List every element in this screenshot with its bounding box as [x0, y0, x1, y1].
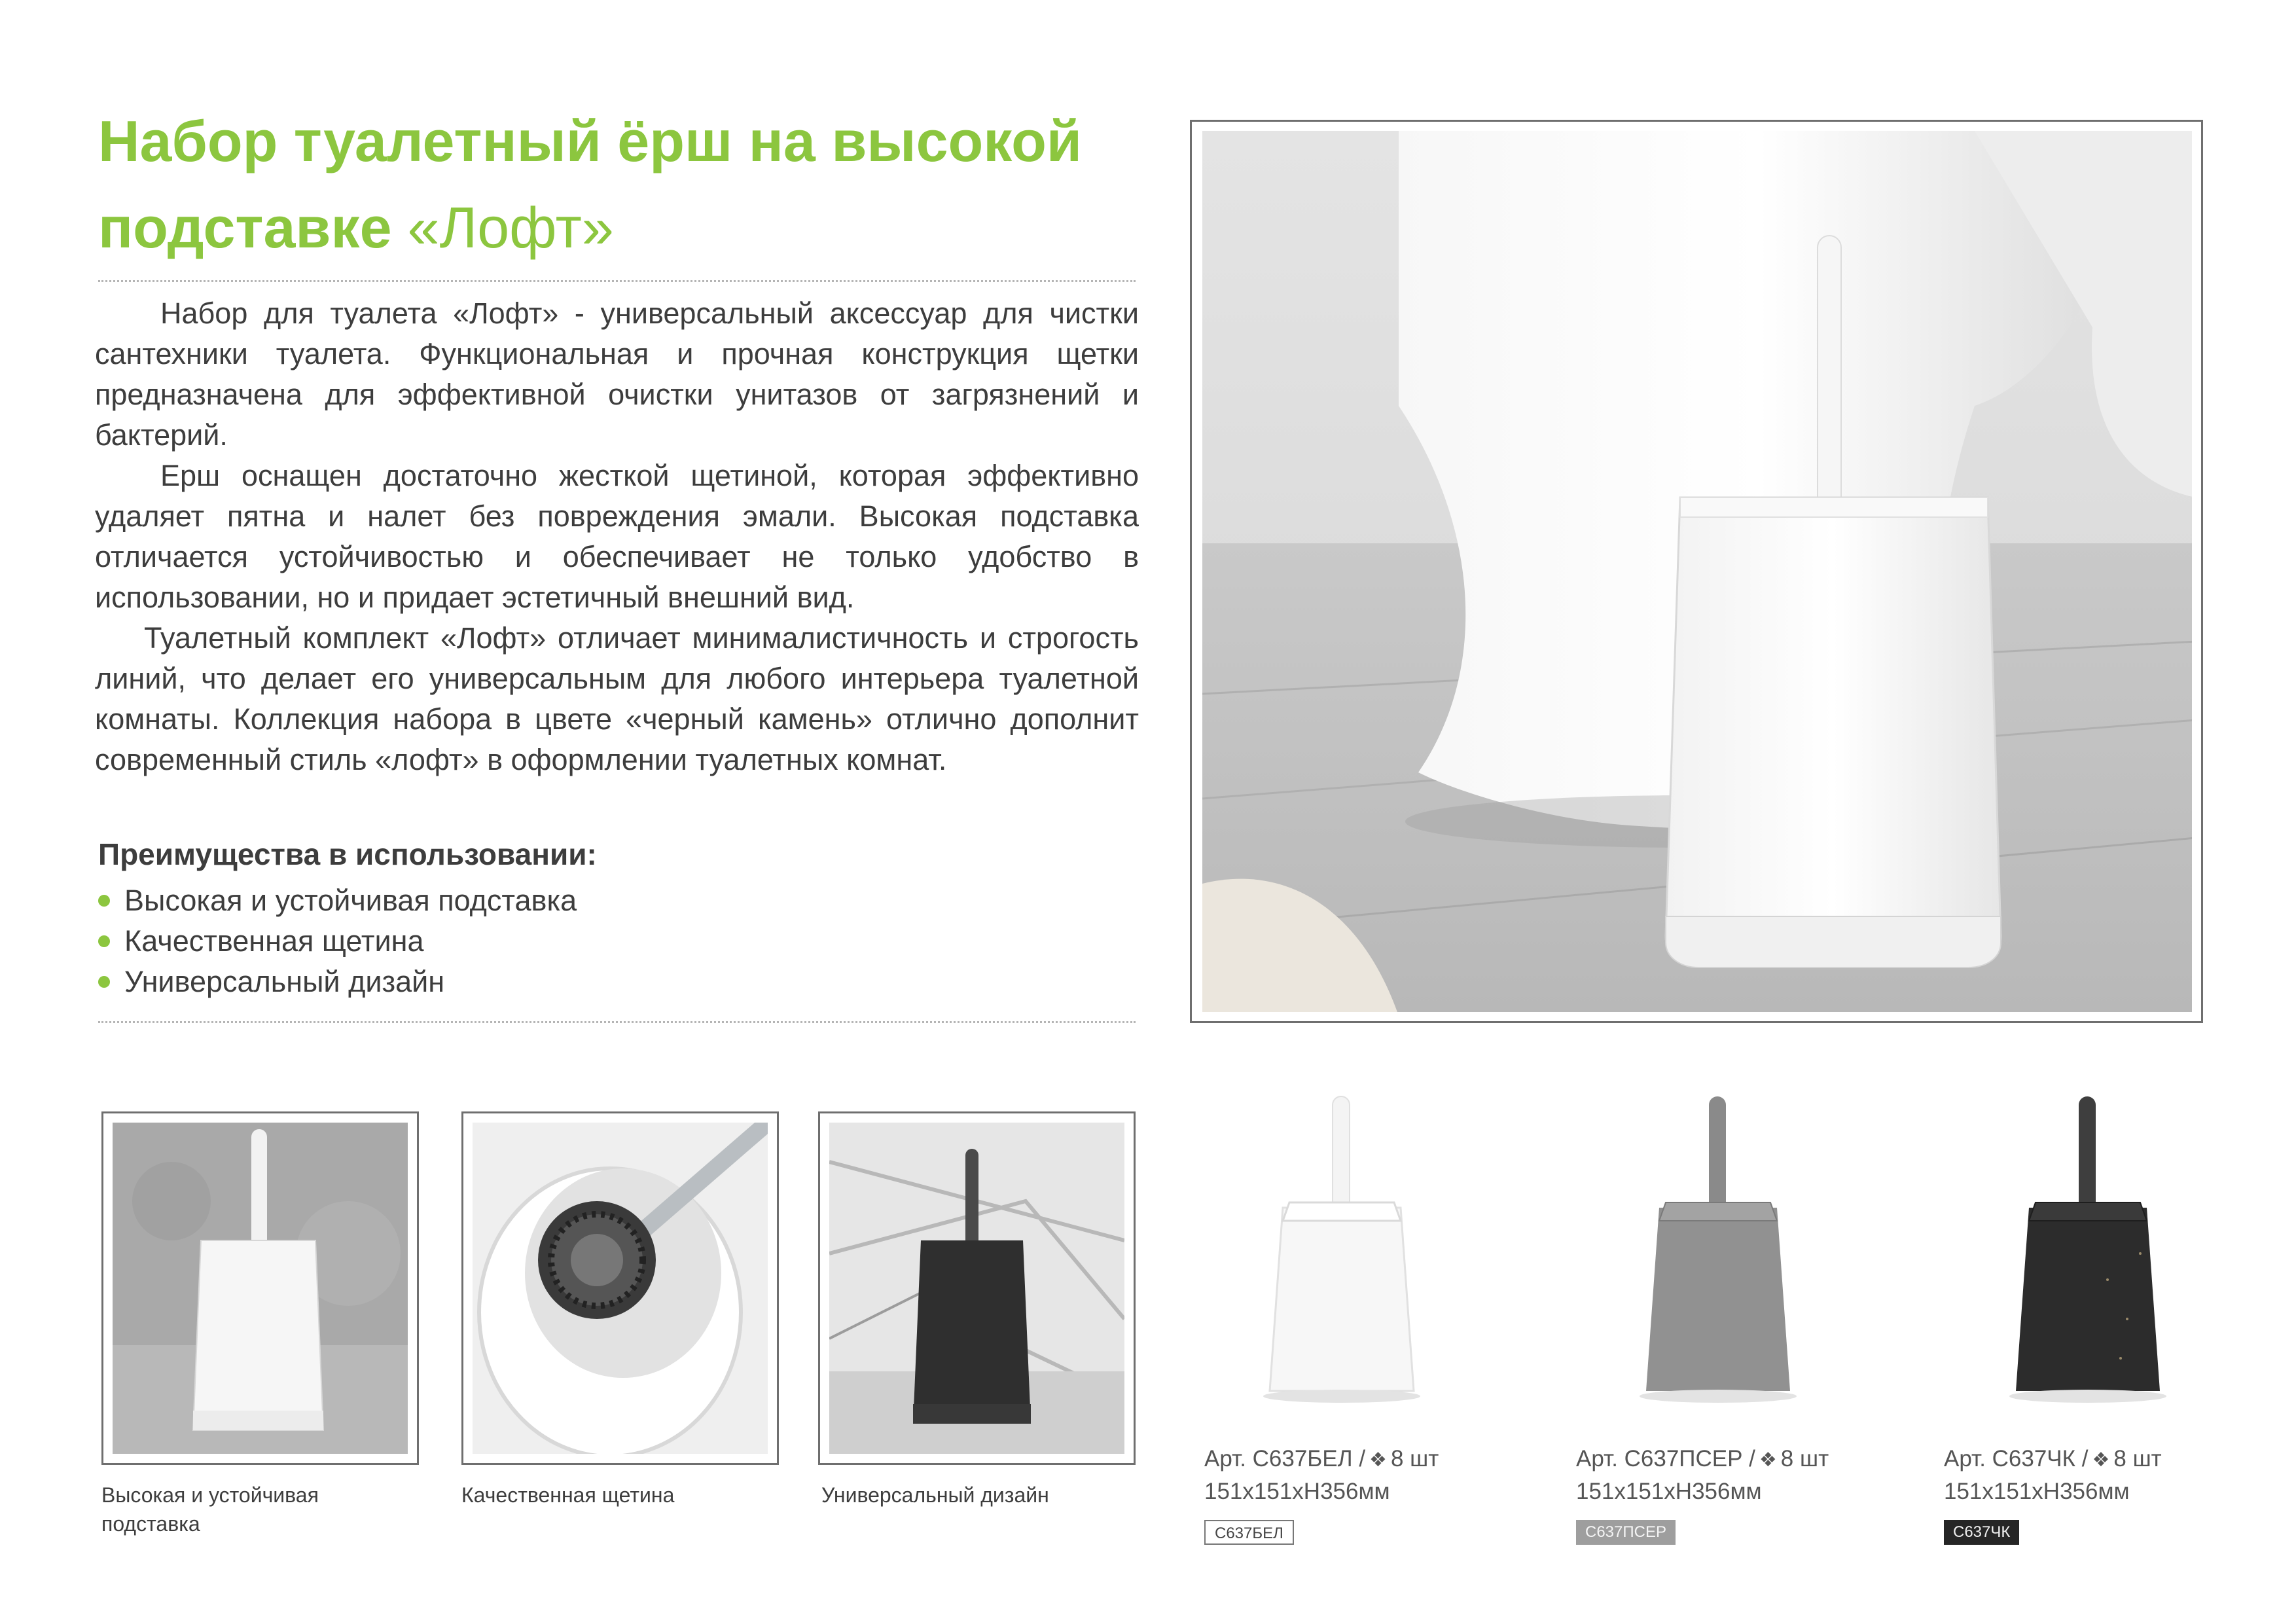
divider-top — [98, 280, 1136, 282]
stand-on-concrete-image — [113, 1123, 408, 1454]
product-info-black: Арт. С637ЧК / ❖ 8 шт 151х151хН356мм — [1944, 1446, 2162, 1504]
advantages-title: Преимущества в использовании: — [98, 837, 597, 871]
box-icon: ❖ — [1759, 1449, 1777, 1471]
description-paragraph-1: Набор для туалета «Лофт» - универсальный аксессуар для чистки сантехники туалета. Функциональная и прочная конструкция щетки предназначена для эффективной очистки унитазов от загрязнений и бактерий. — [95, 297, 1139, 452]
thumbnail-caption-2: Качественная щетина — [461, 1483, 675, 1507]
thumbnail-bristles — [461, 1111, 779, 1465]
title-line-1: Набор туалетный ёрш на высокой — [98, 109, 1083, 173]
thumbnail-caption-1: Высокая и устойчивая подставка — [101, 1483, 319, 1536]
product-white-image — [1198, 1083, 1486, 1424]
advantage-item: Высокая и устойчивая подставка — [98, 880, 577, 921]
title-bold-part: подставке — [98, 195, 392, 260]
title-line-2 — [98, 185, 1145, 271]
bullet-icon — [98, 895, 110, 907]
box-icon: ❖ — [1369, 1449, 1387, 1471]
page-title — [98, 98, 1145, 271]
black-stone-on-marble-image — [829, 1123, 1124, 1454]
description-paragraph-2: Ерш оснащен достаточно жесткой щетиной, которая эффективно удаляет пятна и налет без повреждения эмали. Высокая подставка отличается устойчивостью и обеспечивает не только удобство в использовании, но и придает эстетичный внешний вид. — [95, 459, 1139, 614]
article-tag-black: С637ЧК — [1944, 1520, 2019, 1545]
product-gray-image — [1574, 1083, 1862, 1424]
title-light-part: «Лофт» — [407, 195, 614, 260]
bullet-icon — [98, 935, 110, 947]
thumbnail-design — [818, 1111, 1136, 1465]
article-tag-white: С637БЕЛ — [1204, 1520, 1294, 1545]
main-product-photo — [1190, 120, 2203, 1023]
article-tag-gray: С637ПСЕР — [1576, 1520, 1676, 1545]
advantages-list — [98, 880, 577, 1002]
toilet-brush-scene-image — [1202, 131, 2192, 1012]
divider-bottom — [98, 1021, 1136, 1023]
brush-in-toilet-image — [473, 1123, 768, 1454]
advantage-item: Универсальный дизайн — [98, 962, 577, 1002]
thumbnail-stand — [101, 1111, 419, 1465]
product-info-gray: Арт. С637ПСЕР / ❖ 8 шт 151х151хН356мм — [1576, 1446, 1829, 1504]
product-black-stone-image — [1944, 1083, 2232, 1424]
bullet-icon — [98, 976, 110, 988]
box-icon: ❖ — [2092, 1449, 2110, 1471]
description — [95, 293, 1139, 780]
product-info-white: Арт. С637БЕЛ / ❖ 8 шт 151х151хН356мм — [1204, 1446, 1439, 1504]
description-paragraph-3: Туалетный комплект «Лофт» отличает минималистичность и строгость линий, что делает его универсальным для любого интерьера туалетной комнаты. Коллекция набора в цвете «черный камень» отлично дополнит современный стиль «лофт» в оформлении туалетных комнат. — [95, 621, 1139, 776]
advantage-item: Качественная щетина — [98, 921, 577, 962]
thumbnail-caption-3: Универсальный дизайн — [821, 1483, 1049, 1507]
